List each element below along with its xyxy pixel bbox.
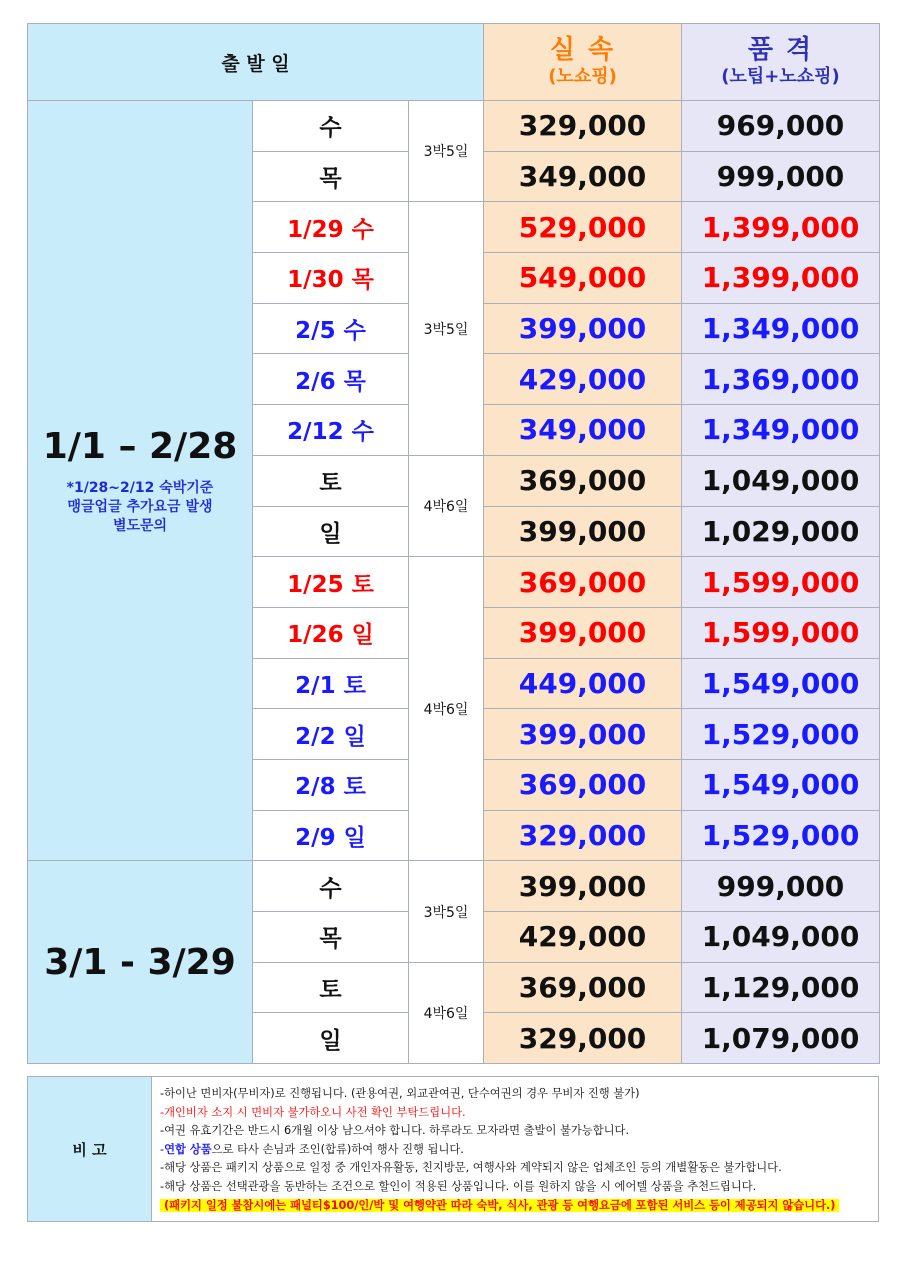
- day-cell: 2/1 토: [253, 658, 409, 709]
- notes-body: [152, 1077, 879, 1222]
- note-line: 별도문의: [112, 517, 168, 534]
- table-row: [28, 101, 880, 152]
- notes-label: 비 고: [28, 1077, 152, 1222]
- silsok-price: 369,000: [484, 455, 682, 506]
- day-cell: 1/29 수: [253, 202, 409, 253]
- note-line: -여권 유효기간은 반드시 6개월 이상 남으셔야 합니다. 하루라도 모자라면 출발이 불가능합니다.: [160, 1124, 630, 1138]
- pumgyeok-price: 1,349,000: [682, 405, 880, 456]
- pumgyeok-header: [682, 24, 880, 101]
- pumgyeok-price: 1,549,000: [682, 658, 880, 709]
- date-range-title: 3/1 - 3/29: [44, 941, 236, 983]
- silsok-price: 369,000: [484, 759, 682, 810]
- pumgyeok-price: 1,029,000: [682, 506, 880, 557]
- pumgyeok-price: 1,049,000: [682, 912, 880, 963]
- silsok-price: 549,000: [484, 253, 682, 304]
- day-cell: 1/26 일: [253, 607, 409, 658]
- pumgyeok-price: 1,079,000: [682, 1013, 880, 1064]
- day-cell: 목: [253, 151, 409, 202]
- silsok-price: 399,000: [484, 861, 682, 912]
- note-line: -해당 상품은 패키지 상품으로 일정 중 개인자유활동, 친지방문, 여행사와 계약되지 않은 업체조인 등의 개별활동은 불가합니다.: [160, 1161, 782, 1175]
- note-line: [160, 1197, 872, 1216]
- pumgyeok-price: 1,599,000: [682, 607, 880, 658]
- notes-table: [27, 1076, 879, 1222]
- day-cell: 일: [253, 1013, 409, 1064]
- silsok-price: 399,000: [484, 506, 682, 557]
- note-line: 맹글업글 추가요금 발생: [67, 498, 213, 515]
- note-line: -해당 상품은 선택관광을 동반하는 조건으로 할인이 적용된 상품입니다. 이를 원하지 않을 시 에어텔 상품을 추천드립니다.: [160, 1179, 757, 1193]
- note-line: -하이난 면비자(무비자)로 진행됩니다. (관용여권, 외교관여권, 단수여권의 경우 무비자 진행 불가): [160, 1087, 640, 1100]
- day-cell: 토: [253, 962, 409, 1013]
- note-line: *1/28~2/12 숙박기준: [66, 479, 214, 496]
- silsok-price: 329,000: [484, 810, 682, 861]
- nights-cell: 3박5일: [409, 101, 484, 202]
- table-row: [28, 861, 880, 912]
- day-cell: 수: [253, 861, 409, 912]
- note-text: -: [160, 1142, 165, 1156]
- pumgyeok-price: 1,129,000: [682, 962, 880, 1013]
- silsok-price: 399,000: [484, 607, 682, 658]
- date-range-note: [28, 479, 252, 536]
- silsok-header: [484, 24, 682, 101]
- silsok-price: 349,000: [484, 405, 682, 456]
- silsok-price: 429,000: [484, 912, 682, 963]
- price-table: [27, 23, 880, 1064]
- day-cell: 2/5 수: [253, 303, 409, 354]
- pumgyeok-subtitle: (노팁+노쇼핑): [721, 66, 840, 87]
- day-cell: 2/2 일: [253, 709, 409, 760]
- departure-date-header: 출 발 일: [28, 24, 484, 101]
- nights-cell: 3박5일: [409, 202, 484, 455]
- pumgyeok-price: 1,049,000: [682, 455, 880, 506]
- silsok-subtitle: (노쇼핑): [548, 66, 617, 87]
- silsok-price: 329,000: [484, 1013, 682, 1064]
- day-cell: 1/25 토: [253, 557, 409, 608]
- day-cell: 일: [253, 506, 409, 557]
- silsok-price: 529,000: [484, 202, 682, 253]
- note-line: -개인비자 소지 시 면비자 불가하오니 사전 확인 부탁드립니다.: [160, 1105, 466, 1119]
- silsok-price: 429,000: [484, 354, 682, 405]
- pumgyeok-price: 1,529,000: [682, 709, 880, 760]
- header-row: [28, 24, 880, 101]
- silsok-price: 449,000: [484, 658, 682, 709]
- day-cell: 2/8 토: [253, 759, 409, 810]
- nights-cell: 4박6일: [409, 557, 484, 861]
- day-cell: 1/30 목: [253, 253, 409, 304]
- pumgyeok-price: 1,399,000: [682, 202, 880, 253]
- silsok-title: 실 속: [549, 35, 616, 65]
- date-range-cell: [28, 861, 253, 1064]
- pumgyeok-price: 1,399,000: [682, 253, 880, 304]
- note-line: [160, 1141, 872, 1160]
- nights-cell: 4박6일: [409, 455, 484, 556]
- joint-product-highlight: 연합 상품: [164, 1142, 212, 1156]
- penalty-notice: (패키지 일정 불참시에는 패널티$100/인/박 및 여행약관 따라 숙박, 식사, 관광 등 여행요금에 포함된 서비스 등이 제공되지 않습니다.): [160, 1199, 839, 1212]
- day-cell: 토: [253, 455, 409, 506]
- silsok-price: 349,000: [484, 151, 682, 202]
- date-range-cell: [28, 101, 253, 861]
- silsok-price: 369,000: [484, 557, 682, 608]
- pumgyeok-price: 1,549,000: [682, 759, 880, 810]
- pumgyeok-price: 1,599,000: [682, 557, 880, 608]
- silsok-price: 399,000: [484, 709, 682, 760]
- date-range-title: 1/1 – 2/28: [42, 425, 238, 467]
- pumgyeok-price: 1,349,000: [682, 303, 880, 354]
- pumgyeok-title: 품 격: [747, 35, 814, 65]
- day-cell: 수: [253, 101, 409, 152]
- pumgyeok-price: 1,369,000: [682, 354, 880, 405]
- silsok-price: 369,000: [484, 962, 682, 1013]
- day-cell: 2/6 목: [253, 354, 409, 405]
- pumgyeok-price: 999,000: [682, 151, 880, 202]
- pumgyeok-price: 1,529,000: [682, 810, 880, 861]
- day-cell: 2/12 수: [253, 405, 409, 456]
- note-text: 으로 타사 손님과 조인(합류)하여 행사 진행 됩니다.: [211, 1142, 464, 1156]
- silsok-price: 399,000: [484, 303, 682, 354]
- day-cell: 목: [253, 912, 409, 963]
- silsok-price: 329,000: [484, 101, 682, 152]
- pumgyeok-price: 969,000: [682, 101, 880, 152]
- day-cell: 2/9 일: [253, 810, 409, 861]
- pumgyeok-price: 999,000: [682, 861, 880, 912]
- nights-cell: 4박6일: [409, 962, 484, 1063]
- nights-cell: 3박5일: [409, 861, 484, 962]
